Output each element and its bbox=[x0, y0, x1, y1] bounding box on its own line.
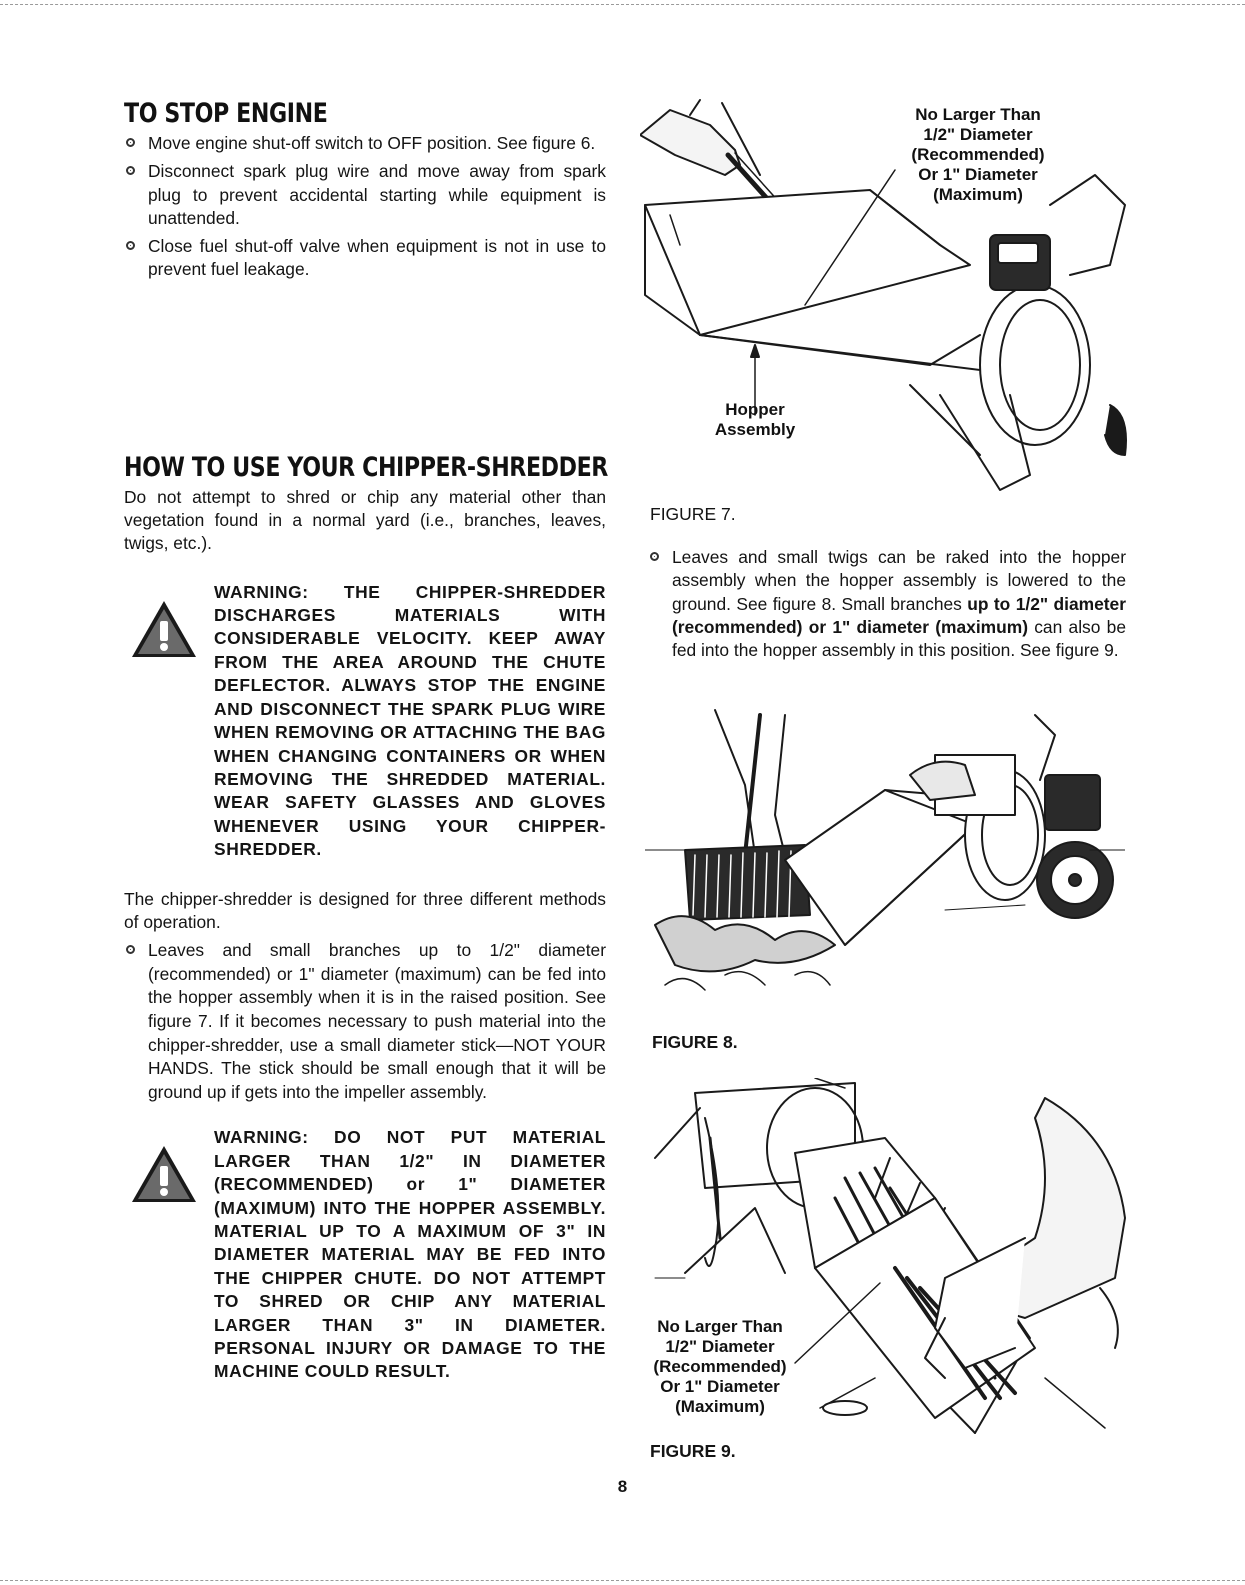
warning-triangle-icon bbox=[130, 599, 198, 659]
list-item: Leaves and small branches up to 1/2" diameter (recommended) or 1" diameter (maximum) can be fed into the hopper assembly when it is in the raised position. See figure 7. If it becomes necessary to push material into the chipper-shredder, use a small diameter stick—NOT YOUR HANDS. The stick should be small enough that it will be ground up if gets into the impeller assembly. bbox=[124, 939, 606, 1104]
list-item: Disconnect spark plug wire and move away from spark plug to prevent accidental starting while equipment is unattended. bbox=[124, 160, 606, 230]
heading-how-to-use: HOW TO USE YOUR CHIPPER-SHREDDER bbox=[124, 451, 608, 483]
stop-engine-list bbox=[124, 132, 606, 282]
list-item: Leaves and small twigs can be raked into the hopper assembly when the hopper assembly is lowered to the ground. See figure 8. Small branches up to 1/2" diameter (recommended) or 1" diameter (maximum) can also be fed into the hopper assembly in this position. See figure 9. bbox=[648, 546, 1126, 662]
lowered-list bbox=[648, 546, 1126, 662]
list-item: Move engine shut-off switch to OFF position. See figure 6. bbox=[124, 132, 606, 155]
list-item: Close fuel shut-off valve when equipment is not in use to prevent fuel leakage. bbox=[124, 235, 606, 282]
left-column bbox=[124, 98, 606, 1384]
bullet-icon bbox=[650, 552, 659, 561]
warning-triangle-icon bbox=[130, 1144, 198, 1204]
heading-stop-engine: TO STOP ENGINE bbox=[124, 98, 328, 129]
figure-7-hopper-label: Hopper Assembly bbox=[714, 400, 796, 439]
top-rule bbox=[0, 4, 1245, 6]
bullet-icon bbox=[126, 138, 135, 147]
figure-9-diameter-label: No Larger Than 1/2" Diameter (Recommended) Or 1" Diameter (Maximum) bbox=[653, 1317, 787, 1416]
figure-7-caption: FIGURE 7. bbox=[650, 504, 736, 524]
bottom-rule bbox=[0, 1580, 1245, 1582]
bullet-icon bbox=[126, 166, 135, 175]
figure-9-caption: FIGURE 9. bbox=[650, 1441, 736, 1461]
page-number: 8 bbox=[617, 1477, 628, 1496]
right-column-text bbox=[648, 546, 1126, 667]
figure-8-caption: FIGURE 8. bbox=[652, 1032, 738, 1052]
figure-8-illustration bbox=[645, 705, 1125, 1020]
intro-paragraph: Do not attempt to shred or chip any material other than vegetation found in a normal yard (i.e., branches, leaves, twigs, etc.). bbox=[124, 486, 606, 554]
figure-7-diameter-label: No Larger Than 1/2" Diameter (Recommended) Or 1" Diameter (Maximum) bbox=[911, 105, 1045, 204]
warning-text-2: WARNING: DO NOT PUT MATERIAL LARGER THAN 1/2" IN DIAMETER (RECOMMENDED) or 1" DIAMETER (MAXIMUM) INTO THE HOPPER ASSEMBLY. MATERIAL UP TO A MAXIMUM OF 3" IN DIAMETER MATERIAL MAY BE FED INTO THE CHIPPER CHUTE. DO NOT ATTEMPT TO SHRED OR CHIP ANY MATERIAL LARGER THAN 3" IN DIAMETER. PERSONAL INJURY OR DAMAGE TO THE MACHINE COULD RESULT. bbox=[214, 1127, 606, 1382]
bullet-icon bbox=[126, 945, 135, 954]
bullet-icon bbox=[126, 241, 135, 250]
warning-block-1 bbox=[124, 581, 606, 862]
warning-block-2 bbox=[124, 1126, 606, 1383]
raised-list bbox=[124, 939, 606, 1104]
methods-paragraph: The chipper-shredder is designed for three different methods of operation. bbox=[124, 888, 606, 932]
warning-text-1: WARNING: THE CHIPPER-SHREDDER DISCHARGES MATERIALS WITH CONSIDERABLE VELOCITY. KEEP AWAY FROM THE AREA AROUND THE CHUTE DEFLECTOR. ALWAYS STOP THE ENGINE AND DISCONNECT THE SPARK PLUG WIRE WHEN REMOVING OR ATTACHING THE BAG WHEN CHANGING CONTAINERS OR WHEN REMOVING THE SHREDDED MATERIAL. WEAR SAFETY GLASSES AND GLOVES WHENEVER USING YOUR CHIPPER-SHREDDER. bbox=[214, 581, 606, 860]
